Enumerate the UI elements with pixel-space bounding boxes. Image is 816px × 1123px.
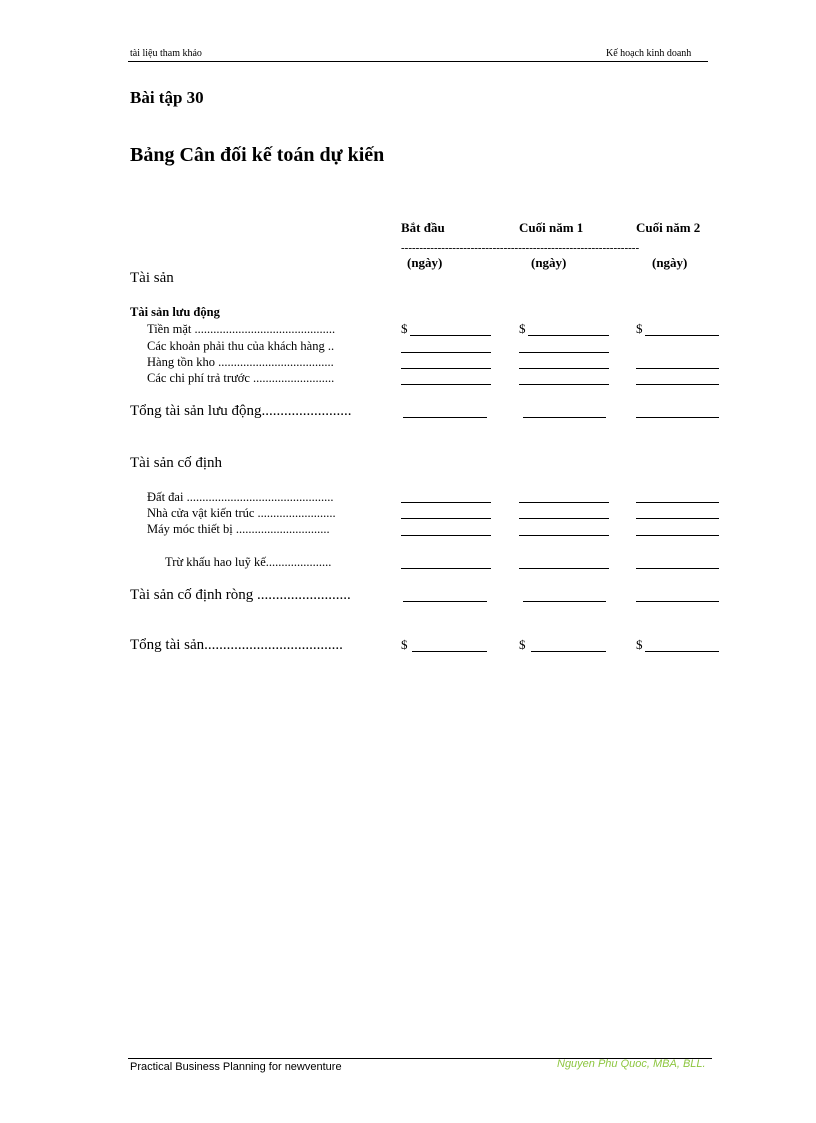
currency-symbol: $	[401, 637, 408, 652]
depreciation-year1-blank[interactable]	[519, 568, 609, 569]
header-left: tài liệu tham khảo	[130, 48, 202, 59]
currency-symbol: $	[636, 321, 643, 336]
fixed-assets-heading: Tài sản cố định	[130, 455, 223, 471]
column-header-year2: Cuối năm 2	[636, 220, 701, 235]
column-header-start: Bắt đầu	[401, 220, 445, 235]
column-sub-start: (ngày)	[407, 255, 443, 270]
land-start-blank[interactable]	[401, 502, 491, 503]
receivables-label: Các khoản phải thu của khách hàng ..	[147, 339, 335, 353]
land-year1-blank[interactable]	[519, 502, 609, 503]
currency-symbol: $	[519, 637, 526, 652]
header-right: Kế hoạch kinh doanh	[606, 48, 692, 59]
cash-year2-blank[interactable]	[645, 335, 719, 336]
page-title: Bảng Cân đối kế toán dự kiến	[130, 144, 385, 166]
currency-symbol: $	[636, 637, 643, 652]
land-year2-blank[interactable]	[636, 502, 719, 503]
land-label: Đất đai ...............................................	[147, 490, 334, 504]
inventory-start-blank[interactable]	[401, 368, 491, 369]
cash-label: Tiền mặt .............................................	[147, 322, 336, 336]
cash-start-blank[interactable]	[410, 335, 491, 336]
column-sub-year2: (ngày)	[652, 255, 688, 270]
receivables-start-blank[interactable]	[401, 352, 491, 353]
total-assets-label: Tổng tài sản.....................................	[130, 637, 343, 653]
total-assets-start-blank[interactable]	[412, 651, 487, 652]
buildings-year2-blank[interactable]	[636, 518, 719, 519]
inventory-year2-blank[interactable]	[636, 368, 719, 369]
machinery-year1-blank[interactable]	[519, 535, 609, 536]
total-assets-year1-blank[interactable]	[531, 651, 606, 652]
receivables-year1-blank[interactable]	[519, 352, 609, 353]
column-separator	[401, 238, 701, 250]
footer-right: Nguyen Phu Quoc, MBA, BLL.	[557, 1058, 706, 1070]
currency-symbol: $	[401, 321, 408, 336]
depreciation-year2-blank[interactable]	[636, 568, 719, 569]
total-current-year2-blank[interactable]	[636, 417, 719, 418]
buildings-start-blank[interactable]	[401, 518, 491, 519]
current-assets-heading: Tài sản lưu động	[130, 305, 220, 319]
net-fixed-assets-label: Tài sản cố định ròng .........................	[130, 587, 351, 603]
prepaid-start-blank[interactable]	[401, 384, 491, 385]
column-separator-text: -----------------------------------------------------------------	[401, 242, 640, 250]
footer-left: Practical Business Planning for newventure	[130, 1061, 342, 1073]
column-header-year1: Cuối năm 1	[519, 220, 584, 235]
depreciation-label: Trừ khấu hao luỹ kế.....................	[165, 555, 332, 569]
buildings-label: Nhà cửa vật kiến trúc .........................	[147, 506, 336, 520]
total-current-start-blank[interactable]	[403, 417, 487, 418]
cash-year1-blank[interactable]	[528, 335, 609, 336]
machinery-year2-blank[interactable]	[636, 535, 719, 536]
buildings-year1-blank[interactable]	[519, 518, 609, 519]
assets-label: Tài sản	[130, 270, 174, 286]
net-fixed-year1-blank[interactable]	[523, 601, 606, 602]
machinery-start-blank[interactable]	[401, 535, 491, 536]
total-assets-year2-blank[interactable]	[645, 651, 719, 652]
total-current-assets-label: Tổng tài sản lưu động........................	[130, 403, 352, 419]
prepaid-label: Các chi phí trả trước ..........................	[147, 371, 335, 385]
net-fixed-year2-blank[interactable]	[636, 601, 719, 602]
exercise-title: Bài tập 30	[130, 88, 204, 107]
net-fixed-start-blank[interactable]	[403, 601, 487, 602]
inventory-year1-blank[interactable]	[519, 368, 609, 369]
prepaid-year2-blank[interactable]	[636, 384, 719, 385]
machinery-label: Máy móc thiết bị ..............................	[147, 522, 330, 536]
header-rule	[128, 61, 708, 62]
total-current-year1-blank[interactable]	[523, 417, 606, 418]
depreciation-start-blank[interactable]	[401, 568, 491, 569]
prepaid-year1-blank[interactable]	[519, 384, 609, 385]
column-sub-year1: (ngày)	[531, 255, 567, 270]
currency-symbol: $	[519, 321, 526, 336]
inventory-label: Hàng tồn kho .....................................	[147, 355, 334, 369]
